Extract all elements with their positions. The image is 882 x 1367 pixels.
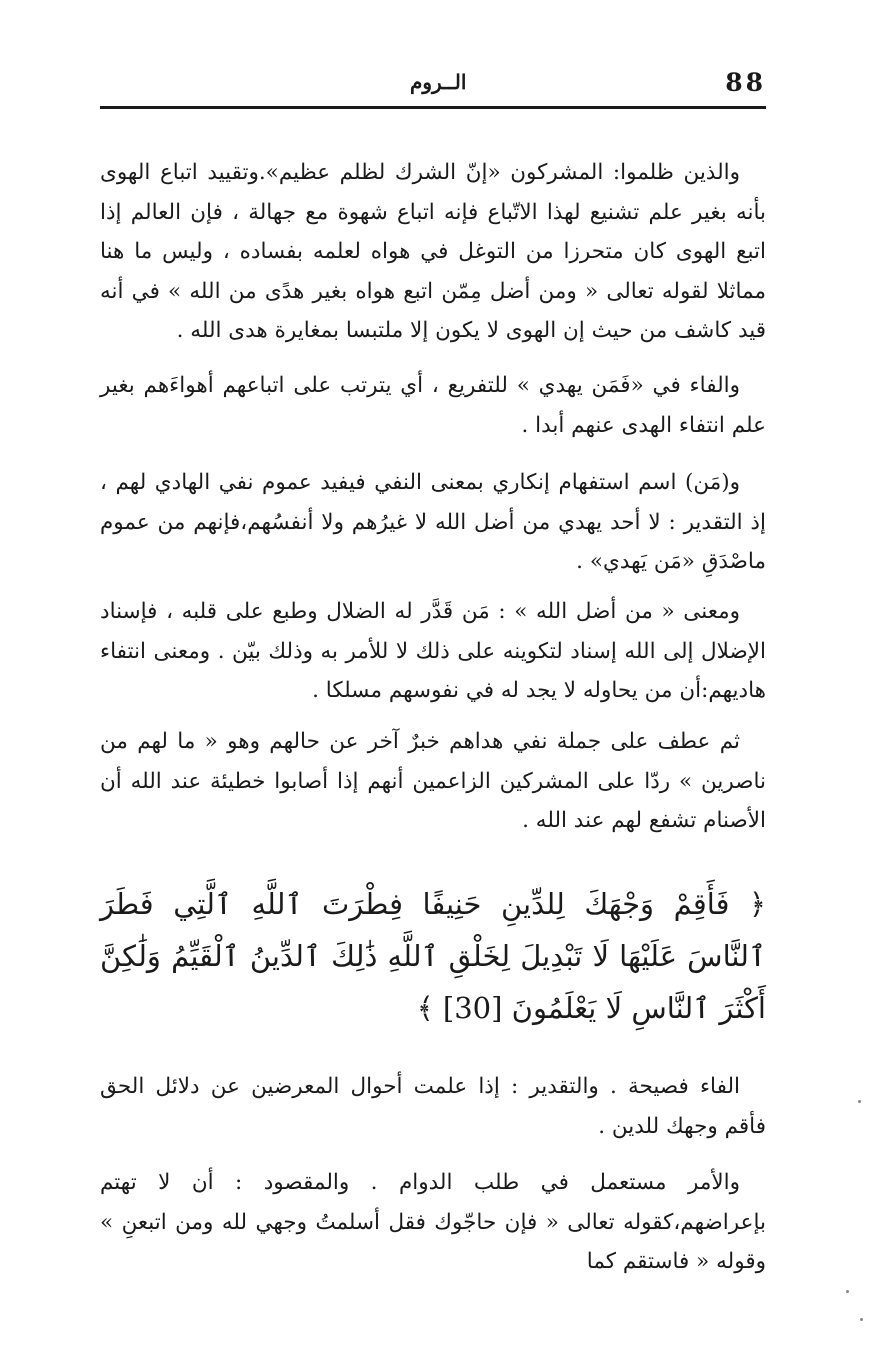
verse-text: ﴿ فَأَقِمْ وَجْهَكَ لِلدِّينِ حَنِيفًا فِطْرَتَ ٱللَّهِ ٱلَّتِي فَطَرَ ٱلنَّاسَ عَلَيْهَا لَا تَبْدِيلَ لِخَلْقِ ٱللَّهِ ذَٰلِكَ ٱلدِّينُ ٱلْقَيِّمُ وَلَٰكِنَّ أَكْثَرَ ٱلنَّاسِ لَا يَعْلَمُونَ (100, 887, 766, 1025)
page-number: 88 (725, 68, 766, 97)
paragraph-3-text: و(مَن) اسم استفهام إنكاري بمعنى النفي فيفيد عموم نفي الهادي لهم ، إذ التقدير : لا أحد يهدي من أضل الله لا غيرُهم ولا أنفسُهم،فإنهم من عموم ماصْدَقِ «مَن يَهدي» . (100, 470, 766, 574)
paragraph-2 (100, 366, 766, 445)
paragraph-6-text: الفاء فصيحة . والتقدير : إذا علمت أحوال المعرضين عن دلائل الحق فأقم وجهك للدين . (100, 1074, 766, 1139)
paragraph-3 (100, 463, 766, 582)
paragraph-1-text: والذين ظلموا: المشركون «إنّ الشرك لظلم عظيم».وتقييد اتباع الهوى بأنه بغير علم تشنيع لهذا الاتّباع فإنه اتباع شهوة مع جهالة ، فإن العالم إذا اتبع الهوى كان متحرزا من التوغل في هواه لعلمه بفساده ، وليس ما هنا مماثلا لقوله تعالى « ومن أضل مِمّن اتبع هواه بغير هدًى من الله » في أنه قيد كاشف من حيث إن الهوى لا يكون إلا ملتبسا بمغايرة هدى الله . (100, 160, 767, 343)
quran-verse (100, 878, 766, 1034)
paragraph-4 (100, 592, 766, 711)
header-rule (100, 106, 766, 109)
running-title: الــروم (410, 70, 467, 94)
verse-number: [30] (442, 991, 503, 1025)
paragraph-2-text: والفاء في «فَمَن يهدي » للتفريع ، أي يترتب على اتباعهم أهواءَهم بغير علم انتفاء الهدى عنهم أبدا . (100, 373, 766, 438)
paragraph-4-text: ومعنى « من أضل الله » : مَن قَدَّر له الضلال وطبع على قلبه ، فإسناد الإضلال إلى الله إسناد لتكوينه على ذلك لا للأمر به وذلك بيّن . ومعنى انتفاء هاديهم:أن من يحاوله لا يجد له في نفوسهم مسلكا . (100, 599, 766, 703)
paragraph-5-text: ثم عطف على جملة نفي هداهم خبرٌ آخر عن حالهم وهو « ما لهم من ناصرين » ردّا على المشركين الزاعمين أنهم إذا أصابوا خطيئة عند الله أن الأصنام تشفع لهم عند الله . (100, 729, 766, 833)
scan-speck (860, 1318, 863, 1321)
verse-close-bracket: ﴾ (416, 991, 434, 1025)
paragraph-7 (100, 1163, 766, 1282)
paragraph-7-text: والأمر مستعمل في طلب الدوام . والمقصود : أن لا تهتم بإعراضهم،كقوله تعالى « فإن حاجّوك فقل أسلمتُ وجهي لله ومن اتبعنِ » وقوله « فاستقم كما (100, 1170, 766, 1274)
paragraph-6 (100, 1067, 766, 1146)
page-header (100, 62, 766, 110)
paragraph-5 (100, 722, 766, 841)
scan-speck (846, 1290, 849, 1293)
scan-speck (858, 1100, 861, 1103)
paragraph-1 (100, 153, 766, 351)
